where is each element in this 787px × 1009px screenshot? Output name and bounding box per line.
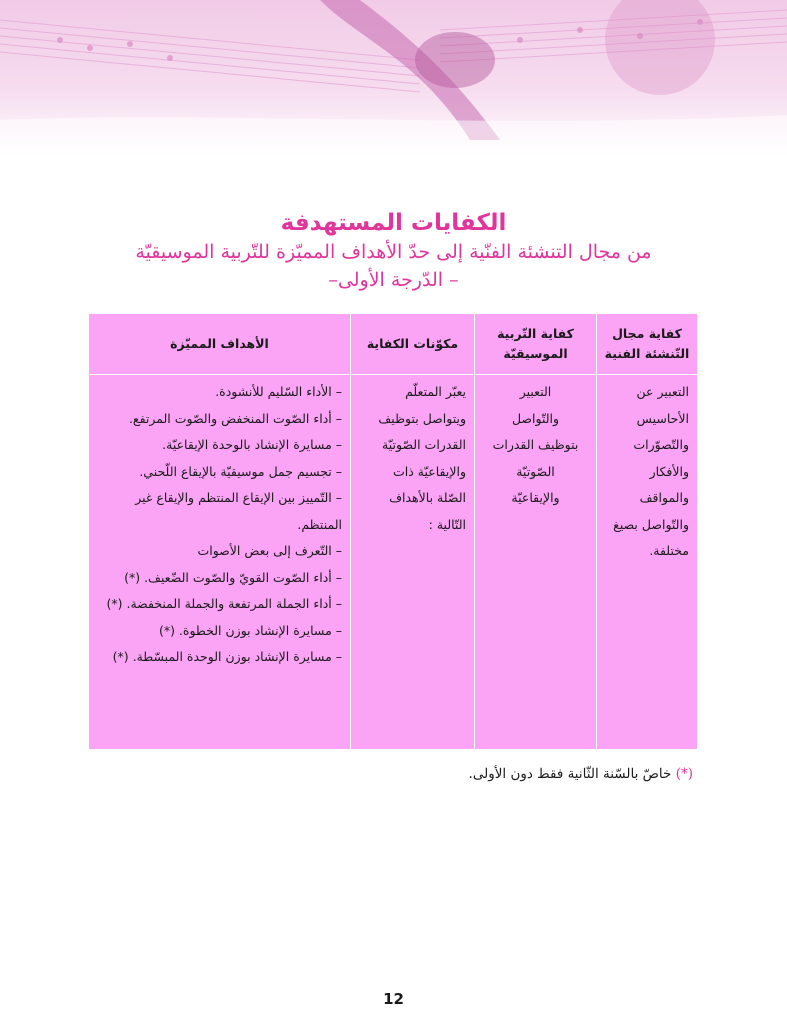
cell-line: التّالية :	[428, 516, 466, 532]
cell-line: والإيقاعيّة	[511, 490, 560, 505]
goal-item: – أداء الصّوت المنخفض والصّوت المرتفع.	[128, 410, 342, 426]
header-music-competency: كفاية التّربية الموسيقيّة	[475, 314, 597, 375]
goal-item: – مسايرة الإنشاد بالوحدة الإيقاعيّة.	[162, 437, 342, 452]
cell-line: والتّصوّرات	[633, 437, 689, 452]
cell-line: القدرات الصّوتيّة	[382, 437, 466, 452]
cell-line: والتّواصل بصيغ	[613, 516, 689, 532]
page-title: الكفايات المستهدفة	[280, 210, 507, 236]
cell-line: التعبير عن	[636, 384, 689, 399]
cell-line: التعبير	[519, 384, 552, 399]
music-competency-cell	[475, 375, 597, 750]
page-subtitle: من مجال التنشئة الفنّية إلى حدّ الأهداف المميّزة للتّربية الموسيقيّة	[135, 241, 652, 263]
goal-item: – التّعرف إلى بعض الأصوات	[197, 543, 342, 558]
cell-line: والإيقاعيّة ذات	[393, 463, 466, 479]
heading-block	[0, 208, 787, 294]
cell-line: ويتواصل بتوظيف	[378, 410, 466, 426]
footnote-marker: (*)	[675, 766, 693, 782]
header-goals: الأهداف المميّزة	[89, 314, 351, 375]
header-components: مكوّنات الكفاية	[351, 314, 475, 375]
cell-line: بتوظيف القدرات	[492, 437, 579, 452]
cell-line: والأفكار والمواقف	[639, 463, 689, 505]
goal-item: – التّمييز بين الإيقاع المنتظم والإيقاع غير	[135, 490, 342, 505]
cell-line: الصّوتيّة	[516, 463, 555, 479]
goal-item: – مسايرة الإنشاد بوزن الوحدة المبسّطة. (*)	[112, 649, 342, 664]
table-header-row	[89, 314, 698, 375]
goal-item: – تجسيم جمل موسيقيّة بالإيقاع اللّحني.	[139, 463, 342, 479]
art-domain-cell	[597, 375, 698, 750]
table-row	[89, 375, 698, 750]
header-art-domain: كفاية مجال التّنشئة الفنية	[597, 314, 698, 375]
goal-item: – أداء الصّوت القويّ والصّوت الضّعيف. (*)	[124, 569, 342, 585]
cell-line: مختلفة.	[649, 543, 689, 558]
level-label: – الدّرجة الأولى–	[328, 269, 459, 291]
goal-item: – مسايرة الإنشاد بوزن الخطوة. (*)	[158, 622, 342, 638]
goals-cell	[89, 375, 351, 750]
cell-line: والتّواصل	[511, 410, 560, 426]
cell-line: الأحاسيس	[636, 410, 689, 426]
page-number: 12	[383, 990, 404, 1008]
music-sheet-violin-illustration	[0, 0, 787, 160]
cell-line: الصّلة بالأهداف	[389, 490, 466, 505]
goal-item: – الأداء السّليم للأنشودة.	[215, 384, 342, 399]
cell-line: يعبّر المتعلّم	[405, 384, 466, 399]
footnote-text: خاصّ بالسّنة الثّانية فقط دون الأولى.	[468, 766, 672, 782]
components-cell	[351, 375, 475, 750]
goal-item: المنتظم.	[297, 516, 342, 532]
competencies-table	[88, 313, 698, 750]
decorative-banner	[0, 0, 787, 160]
goal-item: – أداء الجملة المرتفعة والجملة المنخفضة. (*)	[106, 596, 342, 611]
footnote	[469, 766, 693, 782]
